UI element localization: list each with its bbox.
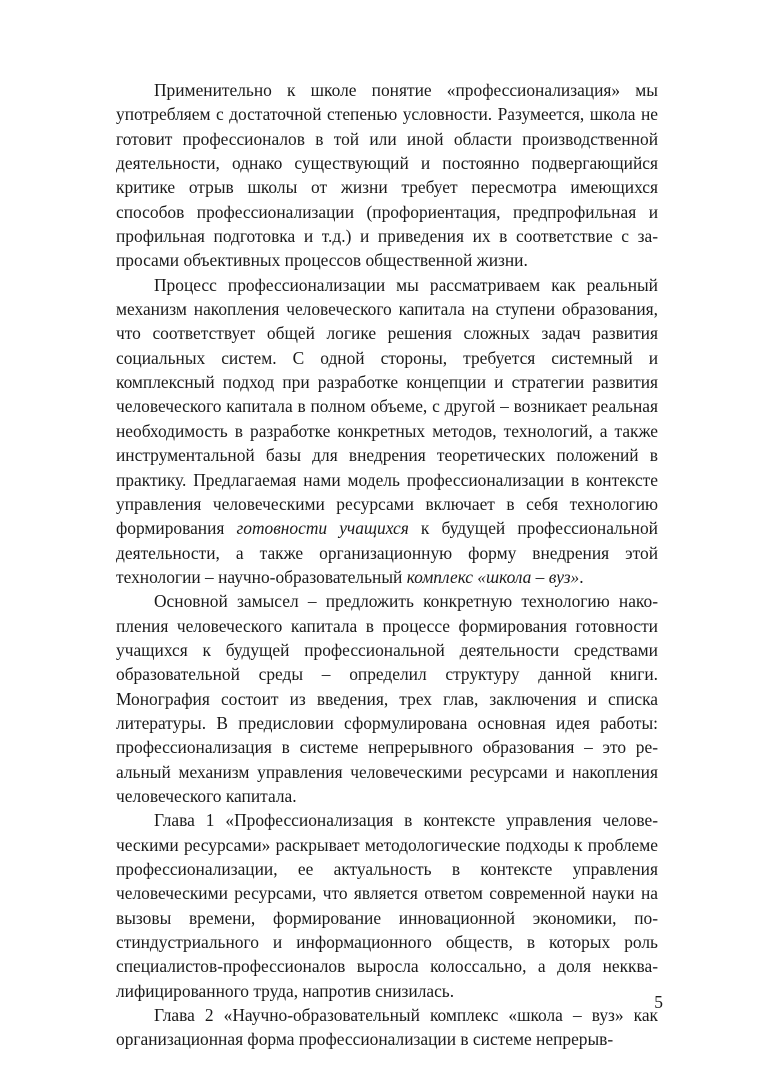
paragraph-3: Основной замысел – предложить конкретную технологию накопления человеческого капитала в процессе формирования готовности учащихся к будущей профессиональной деятельности средствами образовательной среды – определил структуру данной книги. Монография состоит из введения, трех глав, заключения и списка литературы. В предисловии сформулирована основная идея работы: профессионализация в системе непрерывного образования – это реальный механизм управления человеческими ресурсами и накопления человеческого капитала.: [116, 591, 658, 806]
paragraph-4: Глава 1 «Профессионализация в контексте управления человеческими ресурсами» раскрывает методологические подходы к проблеме профессионализации, ее актуальность в контексте управления человеческими ресурсами, что является ответом современной науки на вызовы времени, формирование инновационной экономики, постиндустриального и информационного обществ, в которых роль специалистов-профессионалов выросла колоссально, а доля некквалифицированного труда, напротив снизилась.: [116, 810, 658, 1001]
paragraph-2-text-c: .: [579, 566, 584, 587]
page-body: [116, 78, 658, 1052]
page-number: 5: [654, 992, 663, 1012]
paragraph-2: [116, 273, 658, 589]
paragraph-2-text-a: Процесс профессионализации мы рассматриваем как реальный механизм накопления человеческого капитала на ступени образования, что соответствует общей логике решения сложных задач развития социальных систем. С одной стороны, требуется системный и комплексный подход при разработке концепции и стратегии развития человеческого капитала в полном объеме, с другой – возникает реальная необходимость в разработке конкретных методов, технологий, а также инструментальной базы для внедрения теоретических положений в практику. Предлагаемая нами модель профессионализации в контексте управления человеческими ресурсами включает в себя технологию формирования: [116, 274, 658, 539]
emphasis-complex: комплекс «школа – вуз»: [406, 566, 580, 587]
paragraph-2-text-b: к будущей профессиональной деятельности, а также организационную форму внедрения этой технологии – научно-образовательный: [116, 518, 658, 587]
emphasis-readiness: готовности учащихся: [236, 518, 409, 539]
paragraph-1: Применительно к школе понятие «профессионализация» мы употребляем с достаточной степенью условности. Разумеется, школа не готовит профессионалов в той или иной области производственной деятельности, однако существующий и постоянно подвергающийся критике отрыв школы от жизни требует пересмотра имеющихся способов профессионализации (профориентация, предпрофильная и профильная подготовка и т.д.) и приведения их в соответствие с запросами объективных процессов общественной жизни.: [116, 80, 658, 271]
paragraph-5: Глава 2 «Научно-образовательный комплекс «школа – вуз» как организационная форма профессионализации в системе непрерыв-: [116, 1005, 658, 1050]
